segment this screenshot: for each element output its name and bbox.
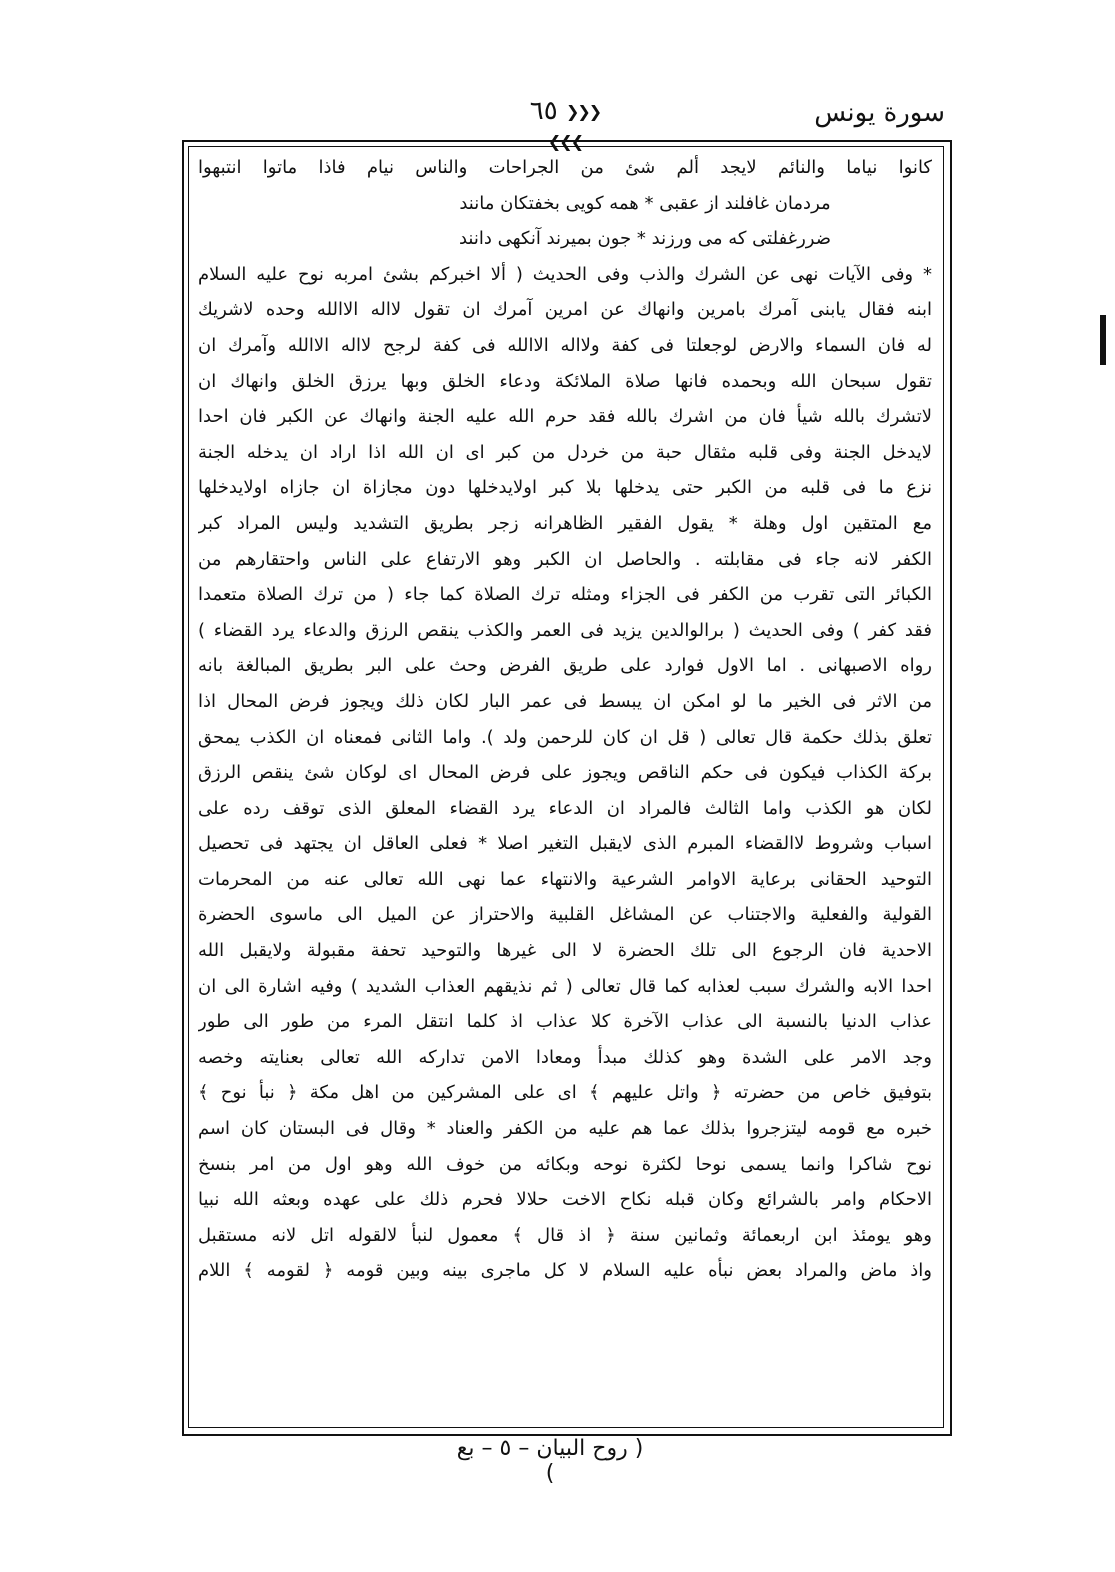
text-line: تعلق بذلك حكمة قال تعالى ( قل ان كان للرحمن ولد ). واما الثانى فمعناه ان الكذب يمحق xyxy=(198,726,932,748)
text-line: الكفر لانه جاء فى مقابلته . والحاصل ان الكبر وهو الارتفاع على الناس واحتقارهم من xyxy=(198,548,932,570)
verse-line: ضررغفلتى كه مى ورزند * جون بميرند آنكهى دانند xyxy=(458,228,832,250)
page-header xyxy=(180,96,945,151)
text-line: تقول سبحان الله وبحمده فانها صلاة الملائكة ودعاء الخلق وبها يرزق الخلق وانهاك ان xyxy=(198,370,932,392)
text-line: القولية والفعلية والاجتناب عن المشاغل القلبية والاحتراز عن الميل الى ماسوى الحضرة xyxy=(198,904,932,926)
text-line: نوح شاكرا وانما يسمى نوحا لكثرة نوحه وبكائه من خوف الله وهو اول من امر بنسخ xyxy=(198,1153,932,1175)
text-line: لايدخل الجنة وفى قلبه مثقال حبة من خردل من كبر اى ان الله اذا اراد ان يدخله الجنة xyxy=(198,441,932,463)
text-line: الكبائر التى تقرب من الكفر فى الجزاء ومثله ترك الصلاة كما جاء ( من ترك الصلاة متعمدا xyxy=(198,584,932,606)
text-line: بركة الكذاب فيكون فى حكم الناقص ويجوز على فرض المحال اى لوكان شئ ينقص الرزق xyxy=(198,762,932,784)
text-line: خبره مع قومه ليتزجروا بذلك عما هم عليه من الكفر والعناد * وقال فى البستان كان اسم xyxy=(198,1118,932,1140)
text-line: ابنه فقال يابنى آمرك بامرين وانهاك عن امرين آمرك ان تقول لااله الاالله وحده لاشريك xyxy=(198,299,932,321)
page-signature: ( روح البيان – ٥ – بع ) xyxy=(456,1436,644,1486)
text-line: من الاثر فى الخير ما لو امكن ان يبسط فى عمر البار لكان ذلك ويجوز فرض المحال اذا xyxy=(198,690,932,712)
text-line: له فان السماء والارض لوجعلتا فى كفة ولااله الاالله فى كفة لرجح لااله الاالله وآمرك ان xyxy=(198,334,932,356)
text-line: * وفى الآيات نهى عن الشرك والذب وفى الحديث ( ألا اخبركم بشئ امربه نوح عليه السلام xyxy=(198,263,932,285)
text-line: لكان هو الكذب واما الثالث فالمراد ان الدعاء يرد القضاء المعلق الذى توقف رده على xyxy=(198,797,932,819)
text-line: اسباب وشروط لاالقضاء المبرم الذى لايقبل التغير اصلا * فعلى العاقل ان يجتهد فى تحصيل xyxy=(198,833,932,855)
body-text xyxy=(198,150,932,1289)
text-line: فقد كفر ) وفى الحديث ( برالوالدين يزيد فى العمر والكذب ينقص الرزق والدعاء يرد القضاء ) xyxy=(198,619,932,641)
text-line: نزع ما فى قلبه من الكبر حتى يدخلها بلا كبر اولايدخلها دون مجازاة ان جازاه اولايدخلها xyxy=(198,477,932,499)
text-line: الاحدية فان الرجوع الى تلك الحضرة لا الى غيرها والتوحيد تحفة مقبولة ولايقبل الله xyxy=(198,940,932,962)
surah-title: سورة يونس xyxy=(814,98,945,128)
text-line: مع المتقين اول وهلة * يقول الفقير الظاهرانه زجر بطريق التشديد وليس المراد كبر xyxy=(198,512,932,534)
text-line: رواه الاصبهانى . اما الاول فوارد على طريق الفرض وحث على البر بطريق المبالغة بانه xyxy=(198,655,932,677)
text-line: وجد الامر على الشدة وهو كذلك مبدأ ومعادا الامن تداركه الله تعالى بعنايته وخصه xyxy=(198,1046,932,1068)
verse-line: مردمان غافلند از عقبى * همه كويى بخفتكان مانند xyxy=(459,192,831,214)
text-line: وهو يومئذ ابن اربعمائة وثمانين سنة ﴿ اذ قال ﴾ معمول لنبأ لالقوله اتل لانه مستقبل xyxy=(198,1224,932,1246)
text-line: واذ ماض والمراد بعض نبأه عليه السلام لا كل ماجرى بينه وبين قومه ﴿ لقومه ﴾ اللام xyxy=(198,1260,932,1282)
text-line: بتوفيق خاص من حضرته ﴿ واتل عليهم ﴾ اى على المشركين من اهل مكة ﴿ نبأ نوح ﴾ xyxy=(198,1082,932,1104)
text-line: الاحكام وامر بالشرائع وكان قبله نكاح الاخت حلالا فحرم ذلك على عهده وبعثه الله نبيا xyxy=(198,1189,932,1211)
scan-edge-mark xyxy=(1100,315,1106,365)
text-line: عذاب الدنيا بالنسبة الى عذاب الآخرة كلا عذاب اذ كلما انتقل المرء من طور الى طور xyxy=(198,1011,932,1033)
text-line: التوحيد الحقانى برعاية الاوامر الشرعية والانتهاء عما نهى الله تعالى عنه من المحرمات xyxy=(198,868,932,890)
page-number-text: ٦٥ xyxy=(529,96,558,126)
ornament-left: ❮❮❮ xyxy=(565,102,601,121)
text-line: لاتشرك بالله شيأ فان من اشرك بالله فقد حرم الله عليه الجنة وانهاك عن الكبر فان احدا xyxy=(198,406,932,428)
text-line: كانوا نياما والنائم لايجد ألم شئ من الجراحات والناس نيام فاذا ماتوا انتبهوا xyxy=(198,157,932,178)
text-line: احدا الابه والشرك سبب لعذابه كما قال تعالى ( ثم نذيقهم العذاب الشديد ) وفيه اشارة الى ان xyxy=(198,975,932,997)
ornament-right: ❯❯❯ xyxy=(547,132,583,151)
